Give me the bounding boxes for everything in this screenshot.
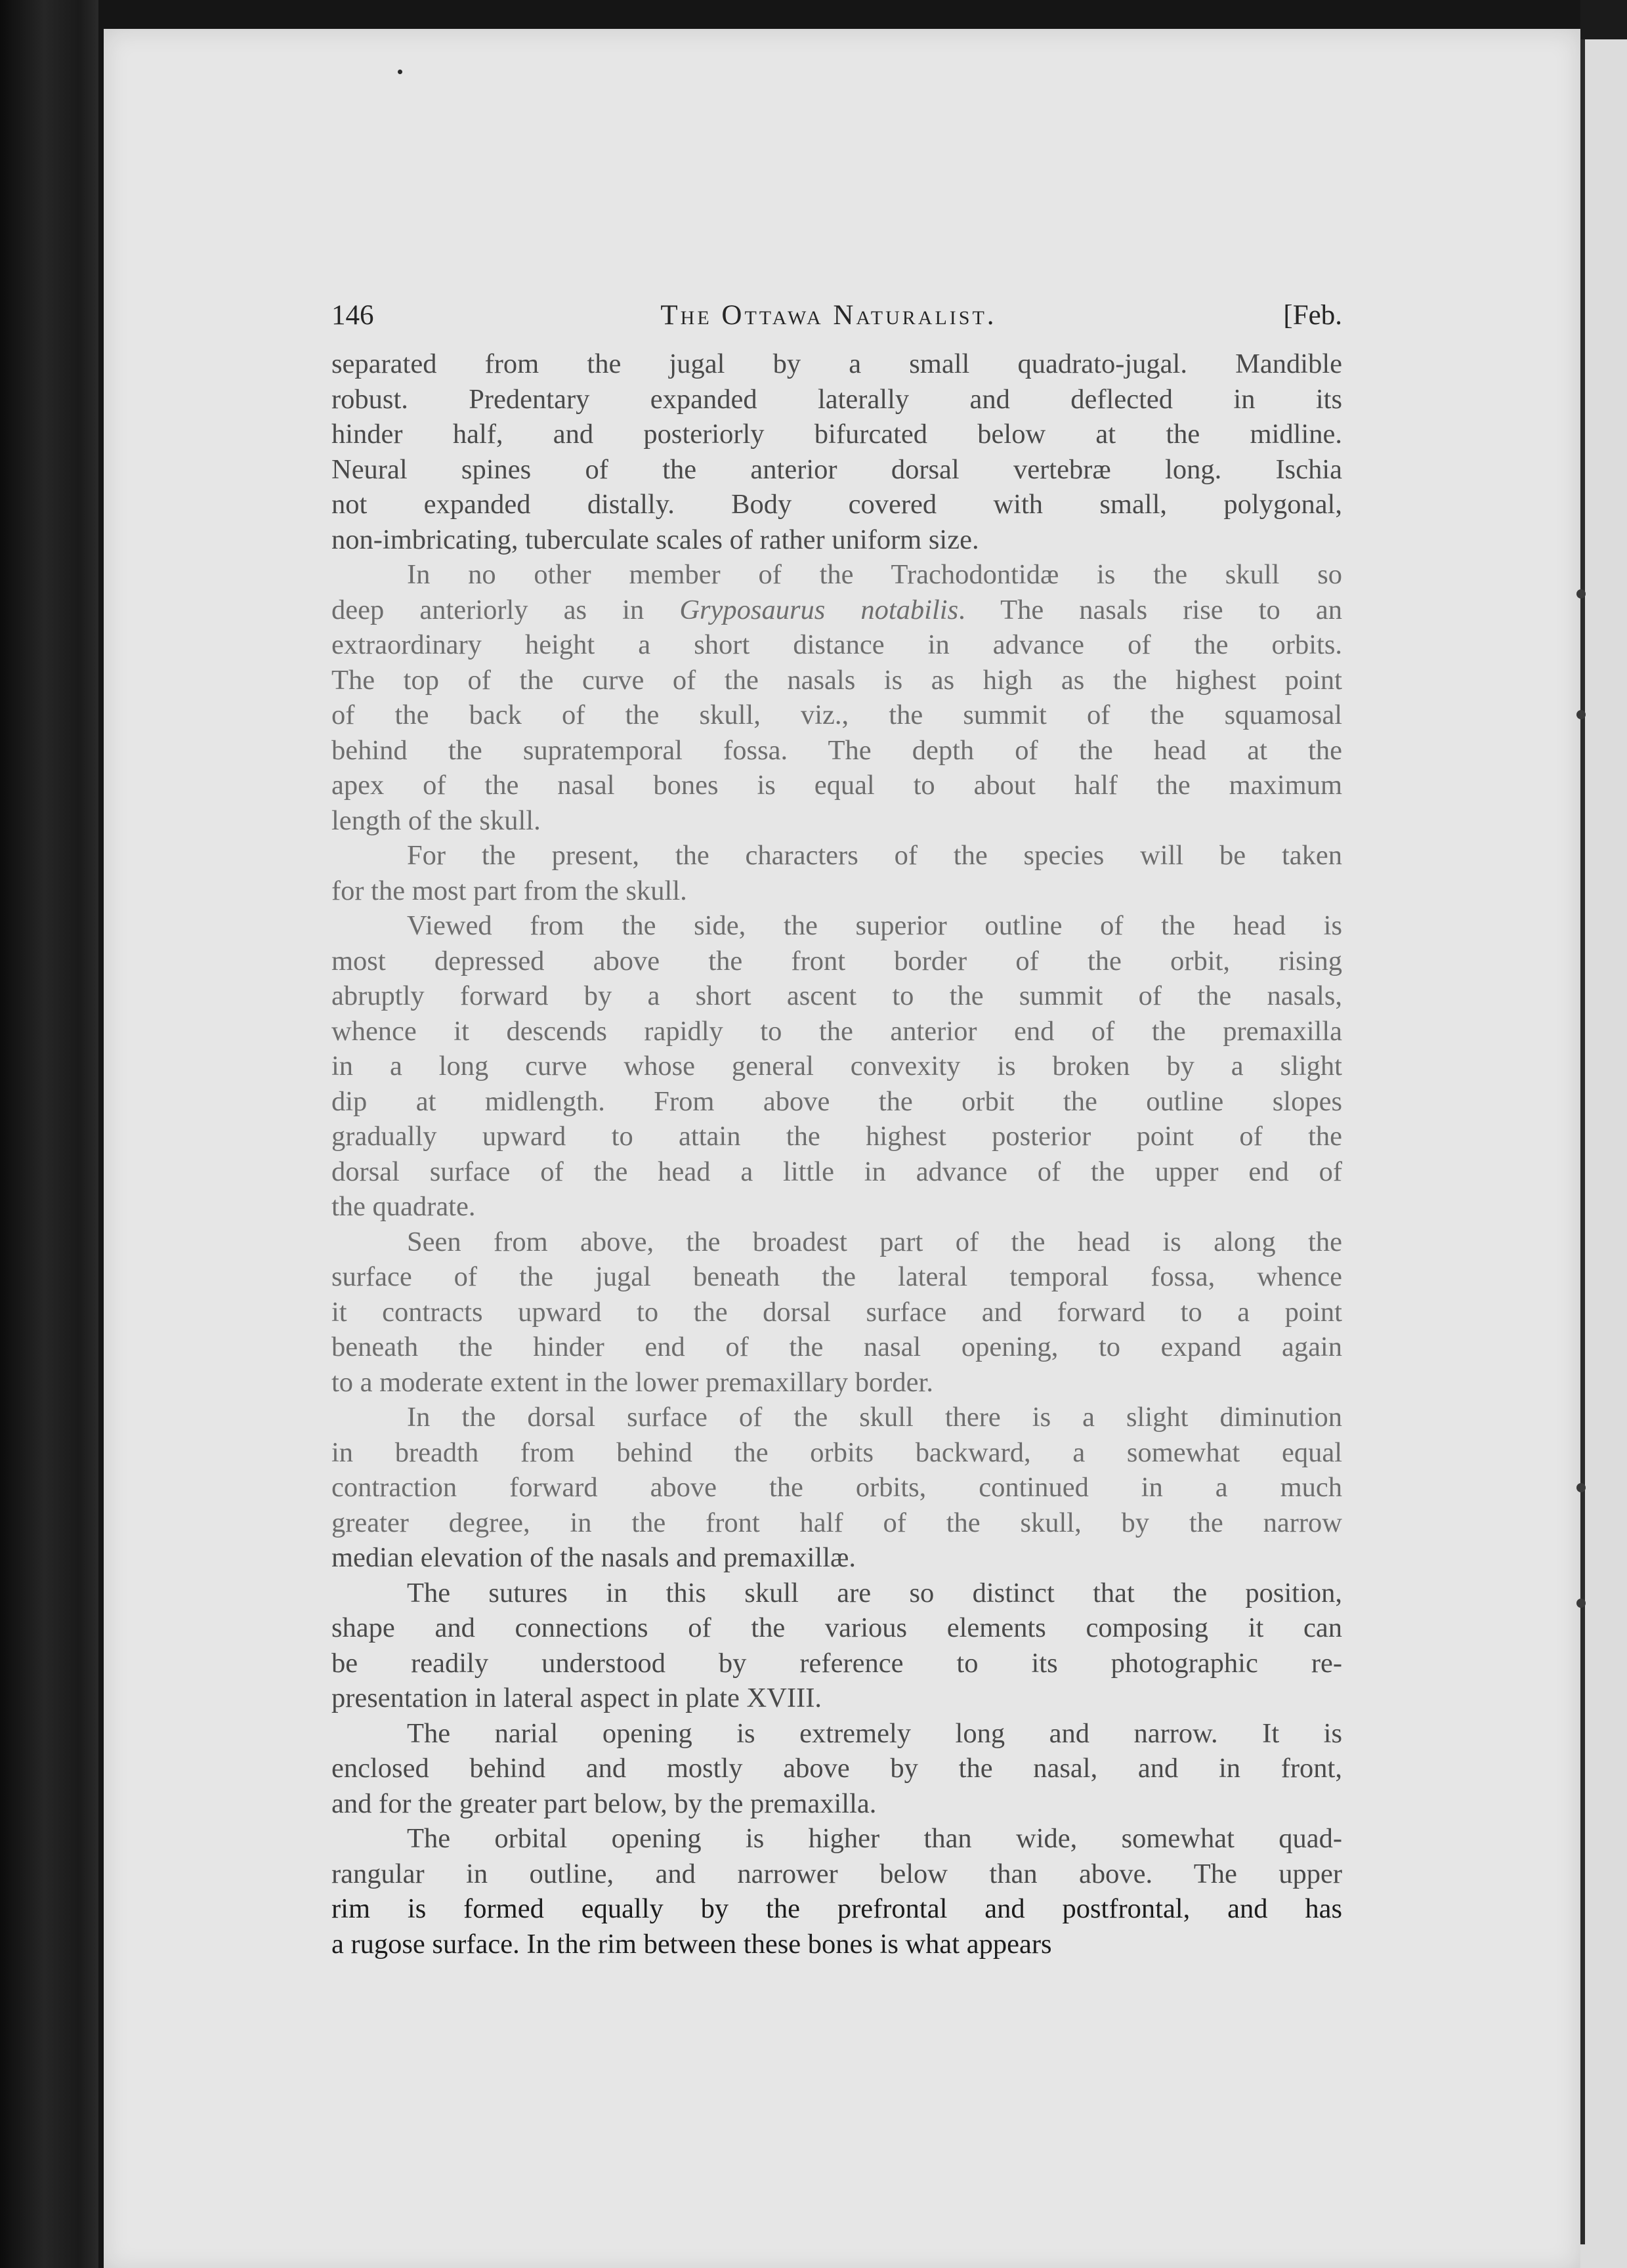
text-line: The top of the curve of the nasals is as high as the highest point bbox=[331, 664, 1342, 696]
text-line: contraction forward above the orbits, continued in a much bbox=[331, 1472, 1342, 1503]
paragraph bbox=[331, 838, 1342, 908]
text-line: in a long curve whose general convexity is broken by a slight bbox=[331, 1051, 1342, 1082]
text-line: it contracts upward to the dorsal surface and forward to a point bbox=[331, 1296, 1342, 1328]
binding-mark bbox=[1576, 1483, 1586, 1492]
text-line: The sutures in this skull are so distinct that the position, bbox=[407, 1577, 1342, 1608]
page-number: 146 bbox=[331, 300, 374, 331]
running-head bbox=[331, 299, 1342, 340]
text-line: In the dorsal surface of the skull there is a slight diminution bbox=[407, 1402, 1342, 1433]
text-line: not expanded distally. Body covered with small, polygonal, bbox=[331, 489, 1342, 520]
text-line: In no other member of the Trachodontidæ is the skull so bbox=[407, 559, 1342, 590]
text-line: rim is formed equally by the prefrontal and postfrontal, and has bbox=[331, 1893, 1342, 1924]
text-line: separated from the jugal by a small quadrato-jugal. Mandible bbox=[331, 348, 1342, 379]
text-line: for the most part from the skull. bbox=[331, 875, 687, 906]
text-line: rangular in outline, and narrower below than above. The upper bbox=[331, 1858, 1342, 1889]
paragraph bbox=[331, 908, 1342, 1225]
paragraph bbox=[331, 346, 1342, 557]
text-line: length of the skull. bbox=[331, 805, 541, 836]
text-line: hinder half, and posteriorly bifurcated below at the midline. bbox=[331, 419, 1342, 450]
text-line: beneath the hinder end of the nasal opening, to expand again bbox=[331, 1332, 1342, 1362]
text-line: most depressed above the front border of the orbit, rising bbox=[331, 945, 1342, 976]
text-line: dorsal surface of the head a little in advance of the upper end of bbox=[331, 1156, 1342, 1187]
speck-mark bbox=[398, 70, 402, 74]
page-content bbox=[331, 299, 1342, 1962]
text-line: extraordinary height a short distance in advance of the orbits. bbox=[331, 629, 1342, 660]
paragraph bbox=[331, 1400, 1342, 1576]
text-line: be readily understood by reference to its photographic re- bbox=[331, 1647, 1342, 1679]
paragraph bbox=[331, 1225, 1342, 1400]
text-line: greater degree, in the front half of the skull, by the narrow bbox=[331, 1507, 1342, 1538]
paragraph bbox=[331, 557, 1342, 838]
binding-shadow bbox=[0, 0, 98, 2268]
paragraph bbox=[331, 1716, 1342, 1822]
text-line: behind the supratemporal fossa. The depth of the head at the bbox=[331, 734, 1342, 766]
text-line: robust. Predentary expanded laterally and deflected in its bbox=[331, 383, 1342, 415]
text-line: Viewed from the side, the superior outline of the head is bbox=[407, 910, 1342, 941]
text-line: to a moderate extent in the lower premaxillary border. bbox=[331, 1366, 933, 1398]
text-line: a rugose surface. In the rim between these bones is what appears bbox=[331, 1928, 1052, 1960]
text-line: in breadth from behind the orbits backward, a somewhat equal bbox=[331, 1437, 1342, 1468]
text-line: of the back of the skull, viz., the summit of the squamosal bbox=[331, 700, 1342, 730]
text-line: dip at midlength. From above the orbit the outline slopes bbox=[331, 1085, 1342, 1117]
text-line: The narial opening is extremely long and narrow. It is bbox=[407, 1717, 1342, 1749]
text-line: deep anteriorly as in Gryposaurus notabilis. The nasals rise to an bbox=[331, 594, 1342, 625]
issue-month: [Feb. bbox=[1283, 300, 1342, 331]
text-line: abruptly forward by a short ascent to the summit of the nasals, bbox=[331, 980, 1342, 1011]
text-line: the quadrate. bbox=[331, 1191, 476, 1222]
binding-mark bbox=[1576, 1599, 1586, 1608]
text-line: and for the greater part below, by the premaxilla. bbox=[331, 1788, 877, 1819]
facing-page-shadow bbox=[1580, 0, 1627, 39]
text-line: whence it descends rapidly to the anterior end of the premaxilla bbox=[331, 1015, 1342, 1047]
text-line: surface of the jugal beneath the lateral temporal fossa, whence bbox=[331, 1261, 1342, 1292]
text-line: shape and connections of the various elements composing it can bbox=[331, 1612, 1342, 1643]
text-line: enclosed behind and mostly above by the nasal, and in front, bbox=[331, 1753, 1342, 1784]
text-line: The orbital opening is higher than wide, somewhat quad- bbox=[407, 1823, 1342, 1854]
text-line: Seen from above, the broadest part of the head is along the bbox=[407, 1226, 1342, 1257]
facing-page-edge bbox=[1580, 0, 1627, 2268]
paragraph bbox=[331, 1576, 1342, 1716]
facing-page-border bbox=[1580, 39, 1585, 2244]
text-line: median elevation of the nasals and premaxillæ. bbox=[331, 1542, 856, 1573]
text-line: gradually upward to attain the highest posterior point of the bbox=[331, 1121, 1342, 1152]
text-line: For the present, the characters of the species will be taken bbox=[407, 840, 1342, 871]
species-name: Gryposaurus notabilis bbox=[679, 594, 959, 625]
paragraph bbox=[331, 1821, 1342, 1962]
binding-mark bbox=[1576, 710, 1586, 719]
journal-title: The Ottawa Naturalist. bbox=[660, 300, 997, 331]
text-line: non-imbricating, tuberculate scales of rather uniform size. bbox=[331, 524, 979, 555]
text-line: presentation in lateral aspect in plate XVIII. bbox=[331, 1683, 822, 1713]
text-line: Neural spines of the anterior dorsal vertebræ long. Ischia bbox=[331, 453, 1342, 485]
text-line: apex of the nasal bones is equal to about half the maximum bbox=[331, 770, 1342, 801]
body-text bbox=[331, 346, 1342, 1962]
binding-mark bbox=[1576, 589, 1586, 598]
